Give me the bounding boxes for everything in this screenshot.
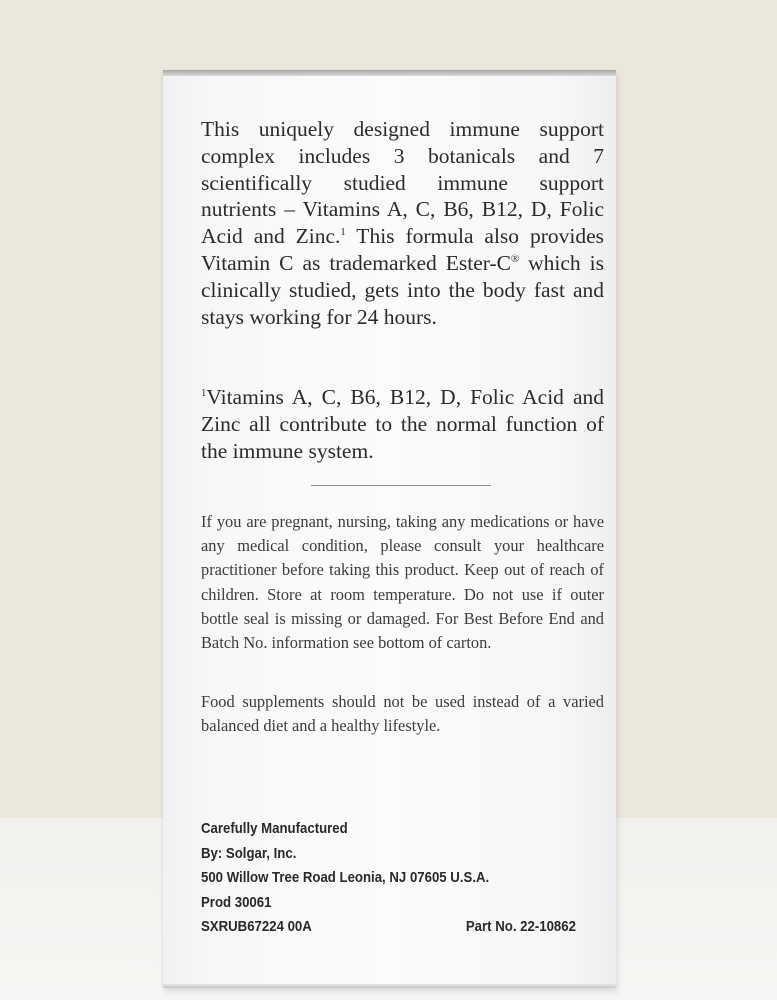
description-part-2: This formula also provides Vitamin C as trademarked Ester-C [201,224,604,275]
footnote [201,384,604,464]
registered-mark: ® [511,252,520,265]
description-part-1: This uniquely designed immune support complex includes 3 botanicals and 7 scientifically studied immune support nutrients – Vitamins A, C, B6, B12, D, Folic Acid and Zinc. [201,117,604,249]
carton-top-edge [163,70,616,76]
product-code: SXRUB67224 00A [201,918,312,936]
footnote-reference: 1 [340,226,346,239]
product-carton-side-panel [163,70,616,988]
manufacturer-block [201,817,576,940]
footnote-marker: 1 [201,386,207,399]
manufacturer-line-1: Carefully Manufactured [201,820,348,837]
product-description [201,116,604,330]
part-number: Part No. 22-10862 [465,918,576,936]
manufacturer-line-2: By: Solgar, Inc. [201,844,297,862]
food-supplement-note: Food supplements should not be used instead of a varied balanced diet and a healthy lifestyle. [201,692,604,736]
warning-text: If you are pregnant, nursing, taking any medications or have any medical condition, please consult your healthcare practitioner before taking this product. Keep out of reach of children. Store at room temperature. Do not use if outer bottle seal is missing or damaged. For Best Before End and Batch No. information see bottom of carton. [201,512,604,653]
product-number: Prod 30061 [201,893,272,911]
manufacturer-address: 500 Willow Tree Road Leonia, NJ 07605 U.S.A. [201,869,490,887]
code-row [201,915,576,940]
description-part-3: which is clinically studied, gets into the body fast and stays working for 24 hours. [201,250,604,329]
footnote-text: Vitamins A, C, B6, B12, D, Folic Acid and Zinc all contribute to the normal function of the immune system. [201,385,604,463]
divider-line [311,485,491,486]
carton-bottom-edge [163,984,616,988]
